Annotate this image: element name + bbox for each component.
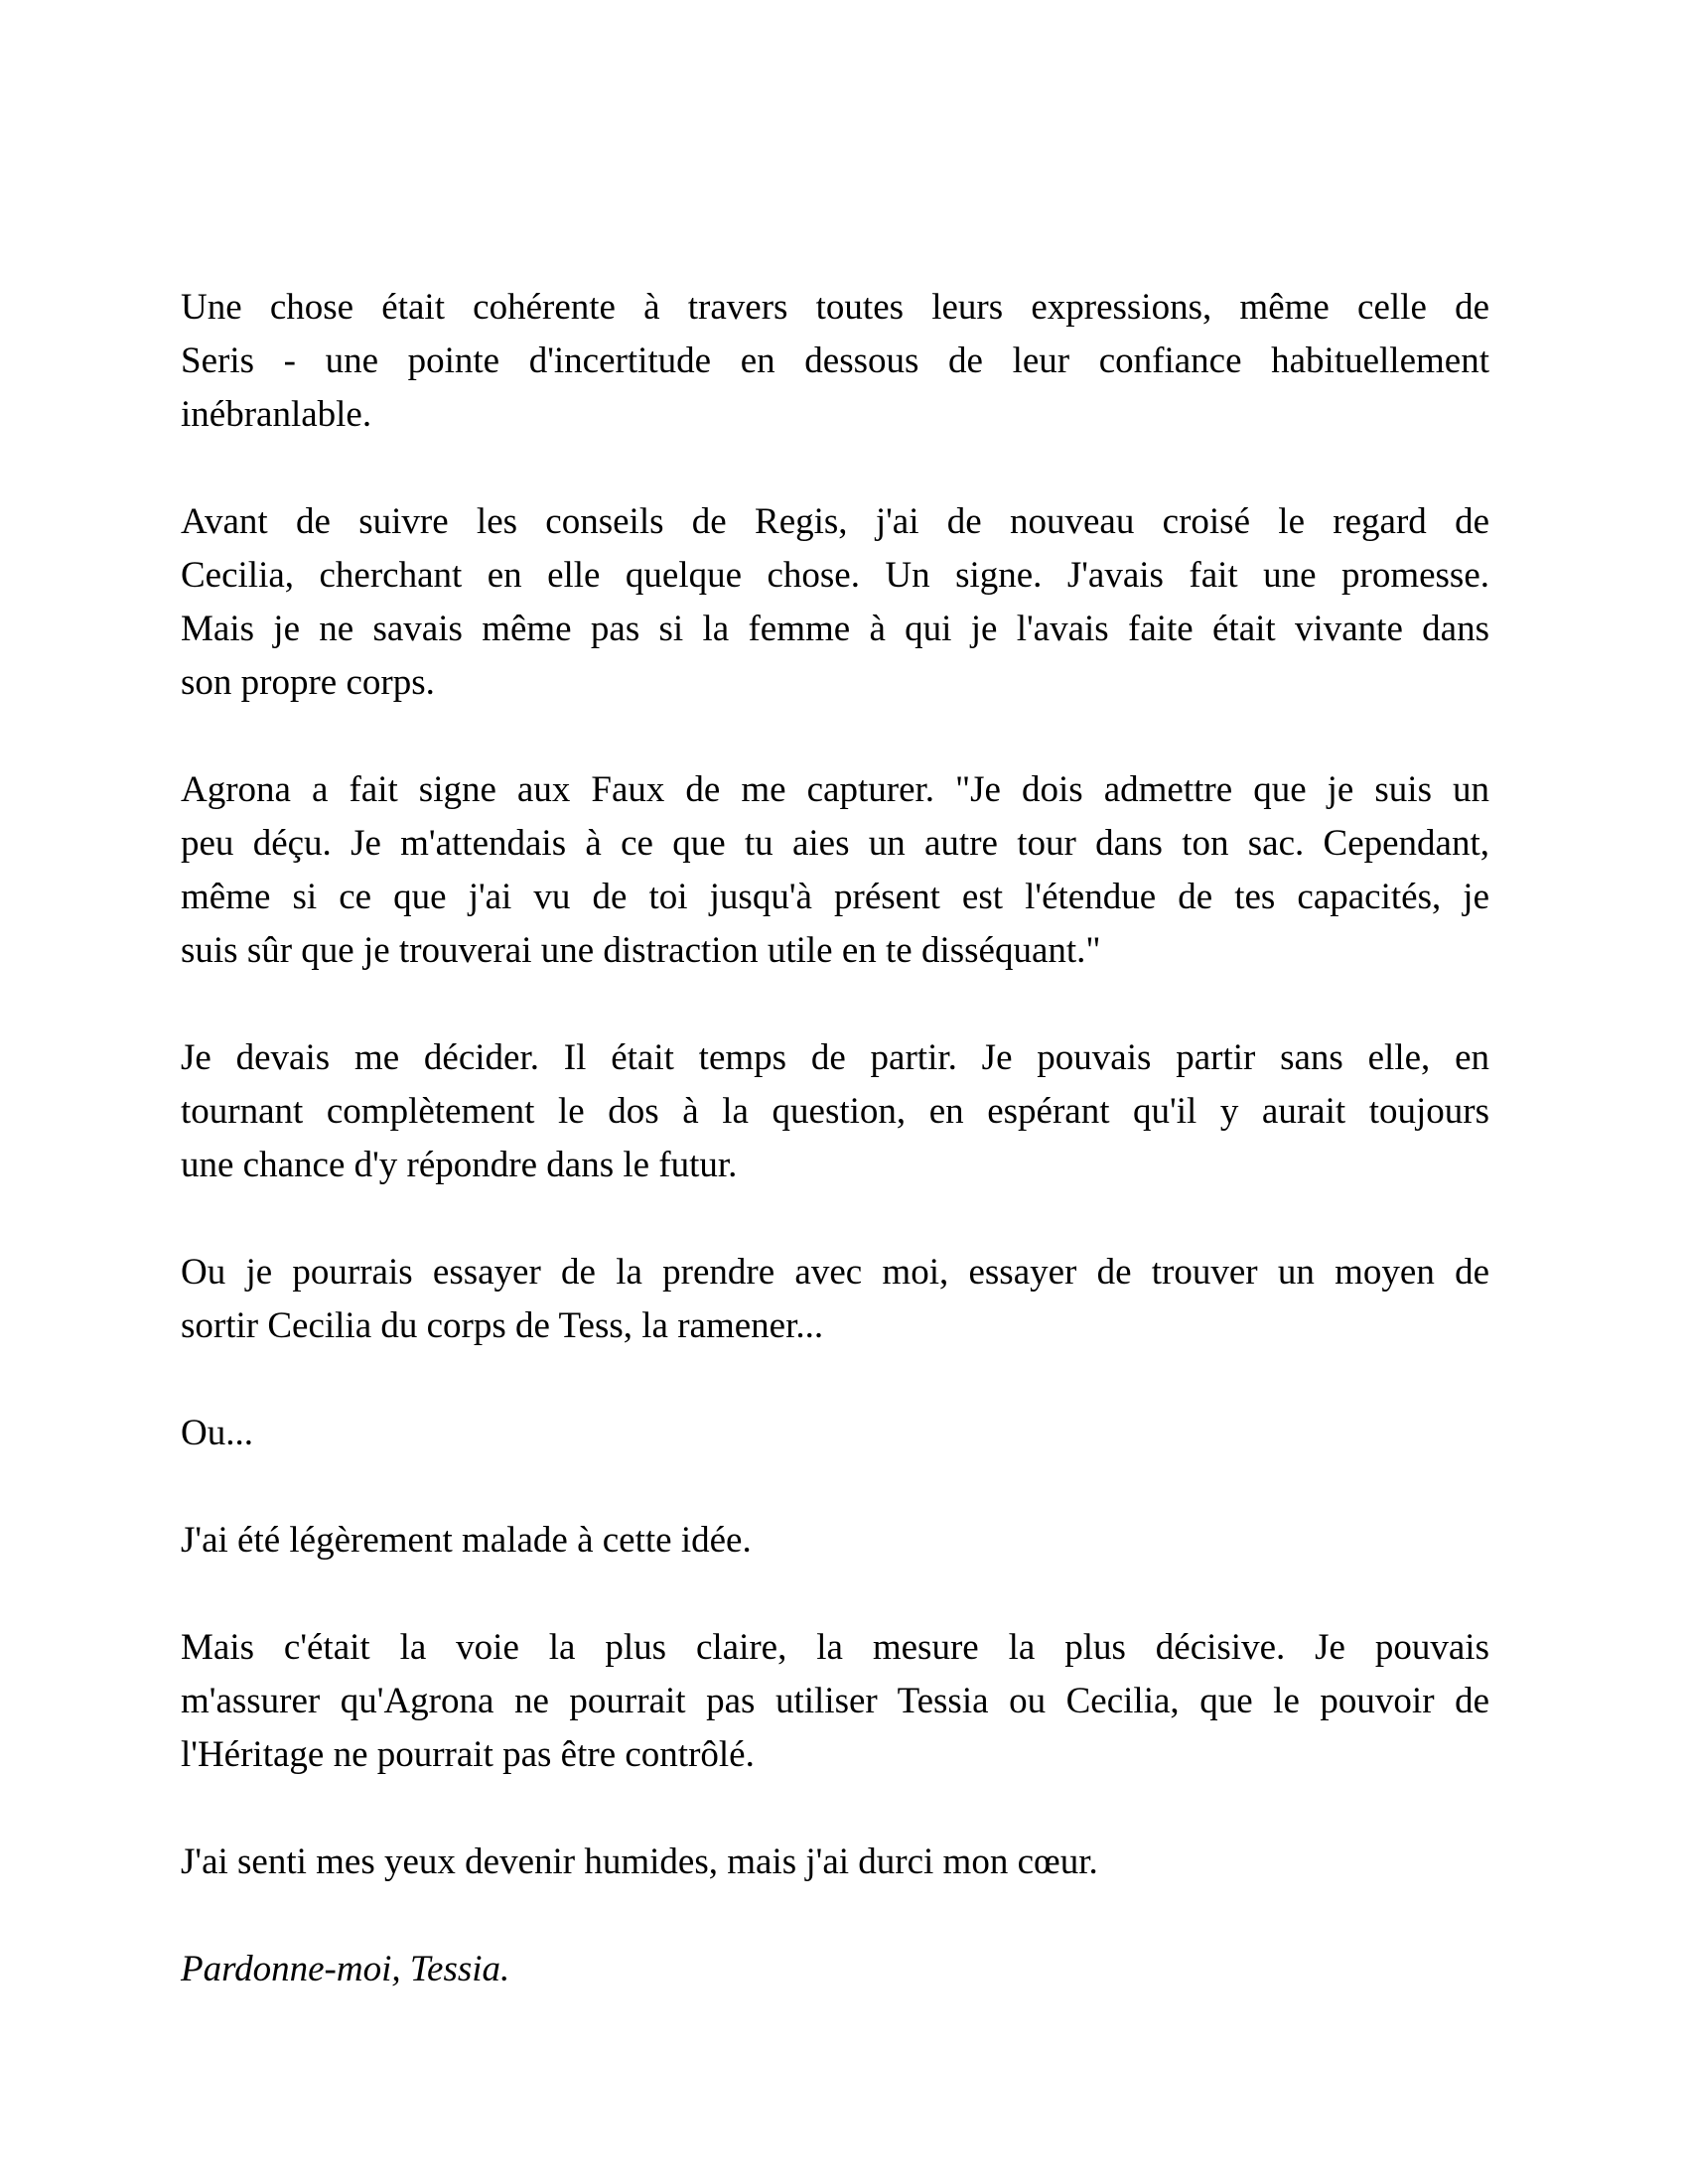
text-line: Une chose était cohérente à travers toutes leurs expressions, même celle de	[181, 287, 1489, 328]
text-line: m'assurer qu'Agrona ne pourrait pas utiliser Tessia ou Cecilia, que le pouvoir de	[181, 1681, 1489, 1721]
paragraph	[181, 1621, 1489, 1782]
text-line: Cecilia, cherchant en elle quelque chose. Un signe. J'avais fait une promesse.	[181, 555, 1489, 596]
paragraph	[181, 1943, 1489, 1996]
text-line: son propre corps.	[181, 662, 435, 703]
paragraph	[181, 1407, 1489, 1460]
text-line: l'Héritage ne pourrait pas être contrôlé.	[181, 1734, 755, 1775]
text-line: inébranlable.	[181, 394, 372, 435]
text-line: même si ce que j'ai vu de toi jusqu'à présent est l'étendue de tes capacités, je	[181, 877, 1489, 917]
text-line: tournant complètement le dos à la question, en espérant qu'il y aurait toujours	[181, 1091, 1489, 1132]
paragraph	[181, 1514, 1489, 1568]
text-line: Mais je ne savais même pas si la femme à qui je l'avais faite était vivante dans	[181, 609, 1489, 649]
paragraph	[181, 495, 1489, 710]
text-line: Je devais me décider. Il était temps de partir. Je pouvais partir sans elle, en	[181, 1037, 1489, 1078]
text-line: Avant de suivre les conseils de Regis, j'ai de nouveau croisé le regard de	[181, 501, 1489, 542]
text-line: suis sûr que je trouverai une distraction utile en te disséquant."	[181, 930, 1101, 971]
text-line: Pardonne-moi, Tessia.	[181, 1949, 510, 1989]
text-line: Ou je pourrais essayer de la prendre avec moi, essayer de trouver un moyen de	[181, 1252, 1489, 1293]
text-line: J'ai senti mes yeux devenir humides, mais j'ai durci mon cœur.	[181, 1842, 1098, 1882]
text-line: Seris - une pointe d'incertitude en dessous de leur confiance habituellement	[181, 341, 1489, 381]
text-line: Agrona a fait signe aux Faux de me capturer. "Je dois admettre que je suis un	[181, 769, 1489, 810]
text-line: Ou...	[181, 1413, 253, 1453]
paragraph	[181, 1836, 1489, 1889]
document-page	[181, 281, 1489, 2050]
paragraph	[181, 763, 1489, 978]
paragraph	[181, 1031, 1489, 1192]
text-line: J'ai été légèrement malade à cette idée.	[181, 1520, 752, 1561]
paragraph	[181, 281, 1489, 442]
paragraph	[181, 1246, 1489, 1353]
text-line: Mais c'était la voie la plus claire, la mesure la plus décisive. Je pouvais	[181, 1627, 1489, 1668]
text-line: peu déçu. Je m'attendais à ce que tu aies un autre tour dans ton sac. Cependant,	[181, 823, 1489, 864]
text-line: une chance d'y répondre dans le futur.	[181, 1145, 738, 1185]
text-line: sortir Cecilia du corps de Tess, la ramener...	[181, 1305, 824, 1346]
